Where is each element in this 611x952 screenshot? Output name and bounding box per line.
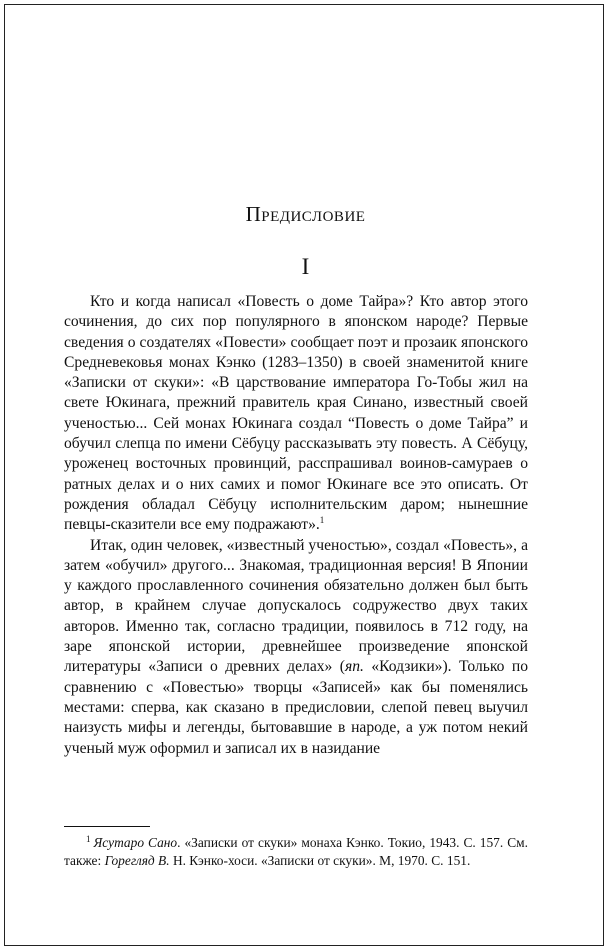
section-number: I [301,254,310,279]
chapter-title: Предисловие [245,202,366,226]
footnote-divider [64,826,150,827]
footnote-part-2: Н. Кэнко-хоси. «Записки от скуки». М, 1970. С. 151. [169,852,471,868]
footnote-marker: 1 [86,834,91,844]
paragraph-1-text: Кто и когда написал «Повесть о доме Тайра»? Кто автор этого сочинения, до сих пор популярного в японском народе? Первые сведения о создателях «Повести» сообщает поэт и прозаик японского Средневековья монах Кэнко (1283–1350) в своей знаменитой книге «Записки от скуки»: «В царствование императора Го-Тобы жил на свете Юкинага, прежний правитель края Синано, известный своей ученостью... Сей монах Юкинага создал “Повесть о доме Тайра” и обучил слепца по имени Сёбуцу рассказывать эту повесть. А Сёбуцу, уроженец восточных провинций, расспрашивал воинов-самураев о ратных делах и о них самих и помог Юкинаге все это описать. От рождения обладал Сёбуцу исполнительским даром; нынешние певцы-сказители все ему подражают». [64,293,528,534]
paragraph-1 [64,292,528,536]
body-text [64,292,528,759]
language-abbreviation: яп. [344,658,364,676]
footnote [64,834,528,869]
footnote-part-1: . «Записки от скуки» монаха Кэнко. Токио, 1943. С. 157. См. также: [64,835,529,868]
footnote-author-2: Горегляд В. [104,852,170,868]
paragraph-2-text-end: «Кодзики»). Только по сравнению с «Повестью» творцы «Записей» как бы поменялись местами: сперва, как сказано в предисловии, слепой певец выучил наизусть мифы и легенды, бытовавшие в народе, а уж потом некий ученый муж оформил и записал их в назидание [64,658,528,757]
footnote-reference[interactable]: 1 [319,515,325,526]
footnote-author-1: Ясутаро Сано [93,835,178,850]
footnote-text [64,834,528,869]
paragraph-2 [64,536,528,759]
paragraph-2-text-start: Итак, один человек, «известный ученостью», создал «Повесть», а затем «обучил» другого... Знакомая, традиционная версия! В Японии у каждого прославленного сочинения обязательно должен был быть автор, в крайнем случае допускалось содружество двух таких авторов. Именно так, согласно традиции, появилось в 712 году, на заре японской истории, древнейшее произведение японской литературы «Записи о древних делах» ( [64,536,528,676]
